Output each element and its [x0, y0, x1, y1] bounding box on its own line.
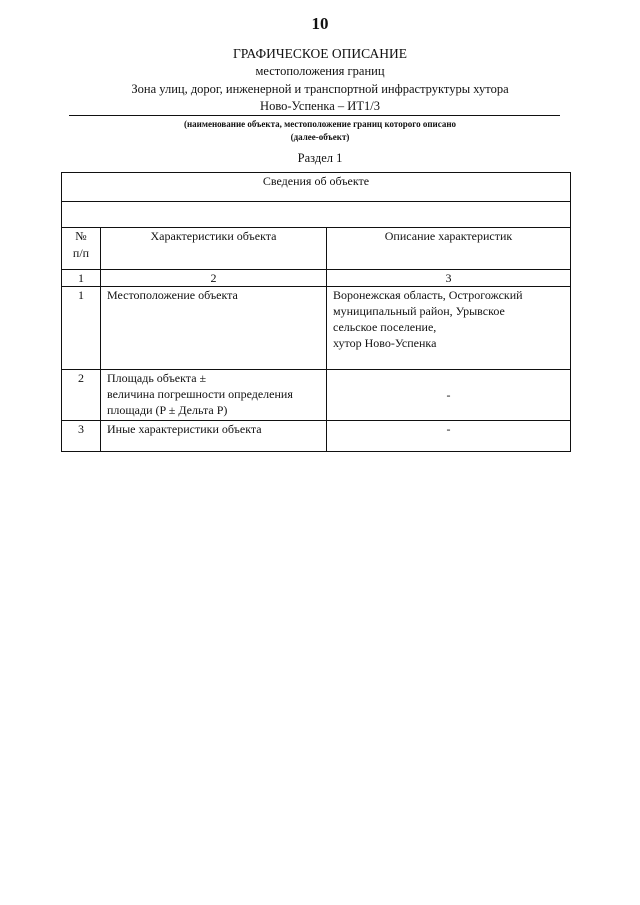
column-header-description: Описание характеристик [327, 228, 571, 270]
description-line: хутор Ново-Успенка [333, 336, 437, 350]
description-line: сельское поселение, [333, 320, 437, 334]
object-name-line-2: Ново-Успенка – ИТ1/3 [260, 99, 380, 113]
table-row [62, 287, 571, 370]
caption-line-1: (наименование объекта, местоположение границ которого описано [183, 119, 457, 129]
empty-cell [62, 202, 571, 228]
row-number: 3 [62, 421, 101, 452]
row-description: - [327, 421, 571, 452]
characteristic-line: площади (P ± Дельта P) [107, 403, 228, 417]
characteristic-line: величина погрешности определения [107, 387, 293, 401]
table-empty-row [62, 202, 571, 228]
row-description: - [327, 370, 571, 421]
column-number-3: 3 [327, 270, 571, 287]
row-number: 1 [62, 287, 101, 370]
document-title: ГРАФИЧЕСКОЕ ОПИСАНИЕ [232, 46, 408, 61]
column-number-2: 2 [101, 270, 327, 287]
page-number: 10 [311, 14, 329, 33]
object-info-table [61, 172, 571, 452]
table-row [62, 421, 571, 452]
row-number: 2 [62, 370, 101, 421]
document-subtitle: местоположения границ [255, 64, 385, 78]
table-title: Сведения об объекте [62, 173, 571, 202]
caption-line-2: (далее-объект) [290, 132, 350, 142]
column-header-characteristic: Характеристики объекта [101, 228, 327, 270]
column-header-row [62, 228, 571, 270]
document-header [60, 46, 580, 114]
object-name-line-1: Зона улиц, дорог, инженерной и транспортной инфраструктуры хутора [131, 82, 509, 96]
section-label: Раздел 1 [297, 151, 343, 165]
row-characteristic: Иные характеристики объекта [101, 421, 327, 452]
object-name-caption [60, 118, 580, 144]
row-characteristic [101, 370, 327, 421]
characteristic-line: Площадь объекта ± [107, 371, 207, 385]
header-underline [69, 115, 560, 116]
row-description [327, 287, 571, 370]
description-line: муниципальный район, Урывское [333, 304, 505, 318]
description-line: Воронежская область, Острогожский [333, 288, 523, 302]
column-number-1: 1 [62, 270, 101, 287]
row-characteristic: Местоположение объекта [101, 287, 327, 370]
table-title-row [62, 173, 571, 202]
column-header-number: № п/п [62, 228, 101, 270]
table-row [62, 370, 571, 421]
column-numbers-row [62, 270, 571, 287]
